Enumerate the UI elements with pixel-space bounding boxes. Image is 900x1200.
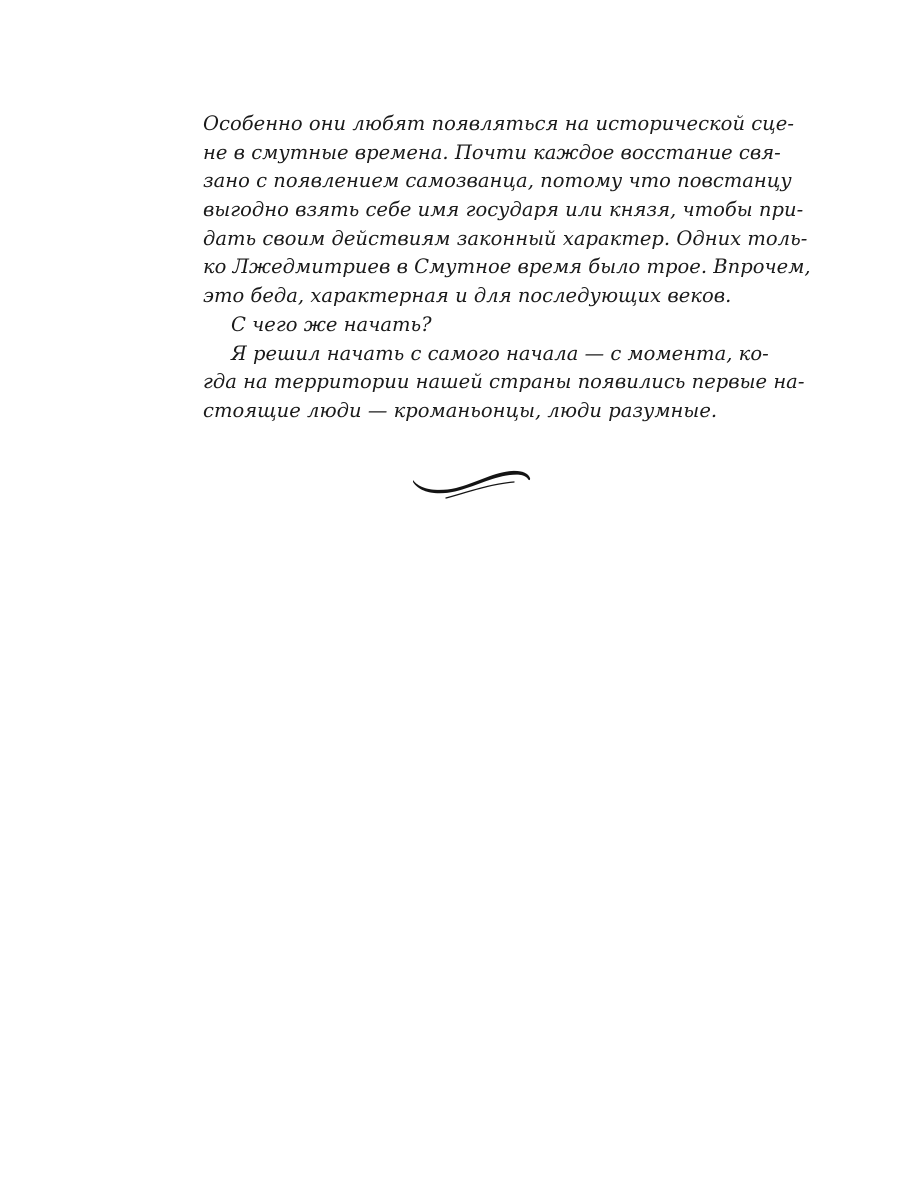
text-line: ко Лжедмитриев в Смутное время было трое. Впрочем,	[203, 255, 811, 279]
text-line: Я решил начать с самого начала — с момента, ко-	[231, 341, 769, 365]
body-text	[203, 110, 811, 426]
text-line: Особенно они любят появляться на исторической сце-	[203, 112, 794, 135]
text-line: выгодно взять себе имя государя или князя, чтобы при-	[203, 198, 804, 222]
text-line: дать своим действиям законный характер. Одних толь-	[203, 226, 808, 250]
text-line: С чего же начать?	[231, 312, 432, 336]
text-line: не в смутные времена. Почти каждое восстание свя-	[203, 140, 781, 164]
text-line: гда на территории нашей страны появились первые на-	[203, 370, 805, 394]
text-line: зано с появлением самозванца, потому что повстанцу	[203, 169, 792, 193]
text-line: это беда, характерная и для последующих веков.	[203, 284, 732, 308]
swash-ornament-icon	[410, 466, 534, 500]
text-line: стоящие люди — кроманьонцы, люди разумные.	[203, 398, 718, 422]
